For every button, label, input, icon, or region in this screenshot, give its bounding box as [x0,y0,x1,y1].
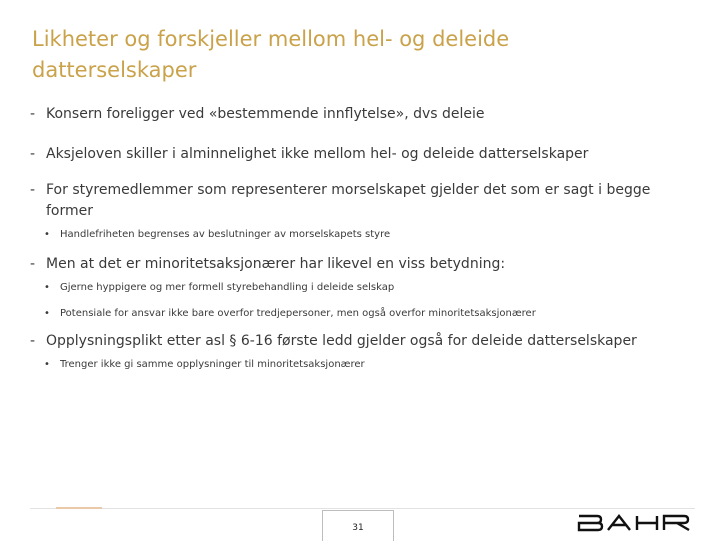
dash-marker: - [30,333,36,349]
bullet-level1 [30,180,695,222]
bullet-level1 [30,104,695,125]
bullet-item [30,144,695,165]
bullet-item [30,331,695,372]
sub-bullet-text: Handlefriheten begrenses av beslutninger av morselskapets styre [60,229,391,240]
bullet-item [30,104,695,125]
sub-bullet [30,228,695,242]
sub-bullet-list [30,228,695,242]
bullet-level1 [30,254,695,275]
dash-marker: - [30,106,36,122]
page-number-box [322,510,394,541]
sub-bullet-text: Gjerne hyppigere og mer formell styrebehandling i deleide selskap [60,282,395,293]
bullet-list [30,104,695,382]
bullet-item [30,180,695,242]
bullet-text: For styremedlemmer som representerer morselskapet gjelder det som er sagt i begge former [46,182,651,219]
bullet-text: Men at det er minoritetsaksjonærer har likevel en viss betydning: [46,256,506,272]
dot-marker: • [44,282,50,293]
bahr-logo-icon [577,514,691,532]
sub-bullet-text: Trenger ikke gi samme opplysninger til minoritetsaksjonærer [60,359,365,370]
bullet-level1 [30,331,695,352]
page-number: 31 [352,523,364,533]
dash-marker: - [30,146,36,162]
dot-marker: • [44,359,50,370]
sub-bullet [30,307,695,321]
sub-bullet [30,281,695,295]
sub-bullet-text: Potensiale for ansvar ikke bare overfor tredjepersoner, men også overfor minoritetsaksjonærer [60,308,536,319]
bullet-text: Aksjeloven skiller i alminnelighet ikke mellom hel- og deleide datterselskaper [46,146,589,162]
dash-marker: - [30,256,36,272]
bullet-level1 [30,144,695,165]
dot-marker: • [44,229,50,240]
footer-accent [56,507,102,509]
sub-bullet-list [30,358,695,372]
bullet-text: Konsern foreligger ved «bestemmende innflytelse», dvs deleie [46,106,485,122]
bullet-item [30,254,695,321]
sub-bullet [30,358,695,372]
footer-divider [30,508,695,509]
slide-title: Likheter og forskjeller mellom hel- og deleide datterselskaper [32,27,510,82]
bullet-text: Opplysningsplikt etter asl § 6-16 første ledd gjelder også for deleide datterselskaper [46,333,637,349]
dash-marker: - [30,182,36,198]
dot-marker: • [44,308,50,319]
sub-bullet-list [30,281,695,321]
